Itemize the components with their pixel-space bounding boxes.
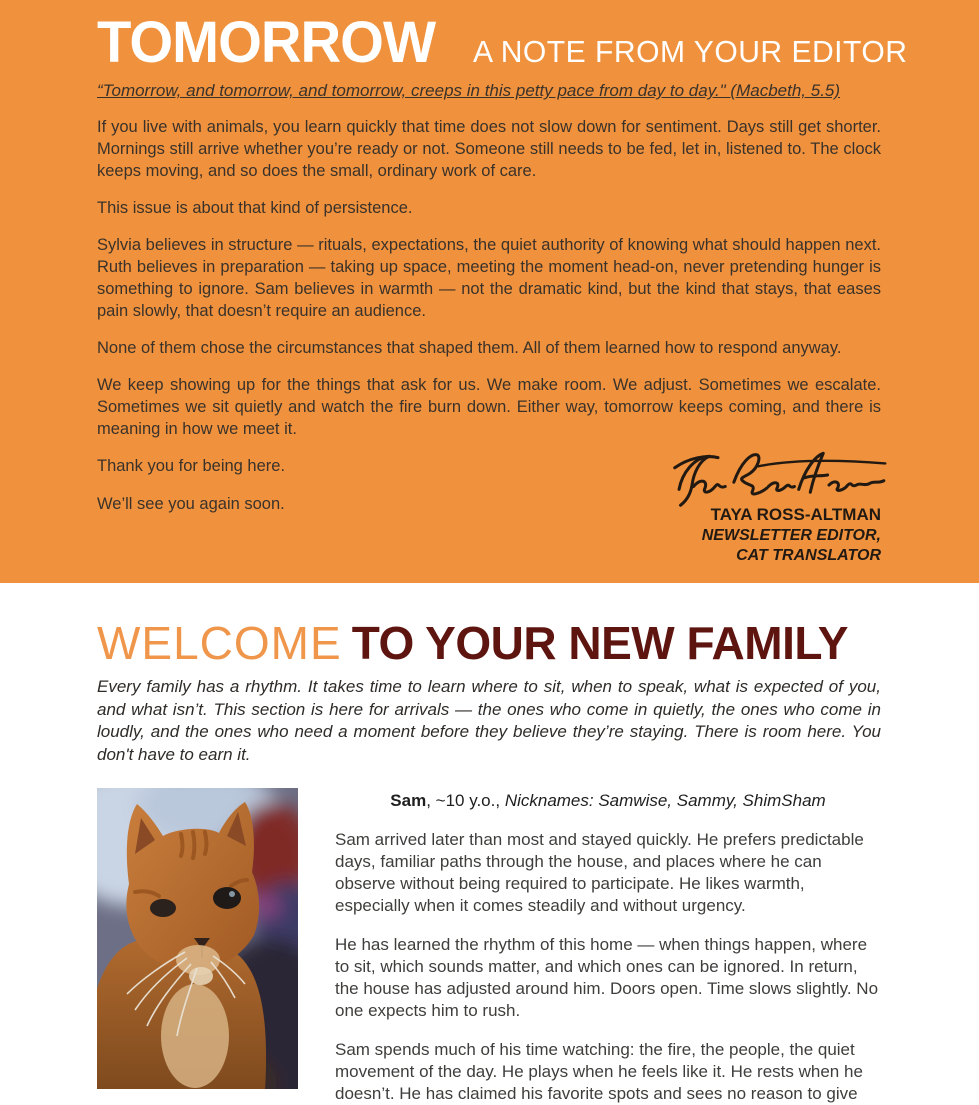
profile-sam: [97, 788, 881, 1105]
editor-paragraph-3: Sylvia believes in structure — rituals, expectations, the quiet authority of knowing what should happen next. Ruth believes in preparation — taking up space, meeting the moment head-on, never pretending hunger is something to ignore. Sam believes in warmth — not the dramatic kind, but the kind that stays, that eases pain slowly, that doesn’t require an audience.: [97, 236, 881, 321]
profile-age: , ~10 y.o.,: [426, 791, 505, 811]
profile-name: Sam: [390, 791, 427, 811]
welcome-intro: Every family has a rhythm. It takes time to learn where to sit, when to speak, what is expected of you, and what isn’t. This section is here for arrivals — the ones who come in quietly, the ones who come in loudly, and the ones who need a moment before they believe they’re staying. There is room here. You don't have to earn it.: [97, 677, 881, 764]
signature-name: TAYA ROSS-ALTMAN: [710, 505, 881, 525]
editor-paragraph-5: We keep showing up for the things that ask for us. We make room. We adjust. Sometimes we escalate. Sometimes we sit quietly and watch the fire burn down. Either way, tomorrow keeps coming, and there is meaning in how we meet it.: [97, 376, 881, 439]
closing-line-1: Thank you for being here.: [97, 457, 286, 476]
masthead: [97, 10, 907, 75]
macbeth-quote: “Tomorrow, and tomorrow, and tomorrow, creeps in this petty pace from day to day." (Macbeth, 5.5): [97, 81, 841, 101]
editor-paragraph-4: None of them chose the circumstances that shaped them. All of them learned how to respond anyway.: [97, 339, 842, 358]
welcome-title-bold: TO YOUR NEW FAMILY: [351, 617, 848, 670]
editor-paragraph-2: This issue is about that kind of persistence.: [97, 199, 413, 218]
welcome-section: [0, 583, 979, 1105]
profile-text: [335, 788, 881, 1105]
profile-nicknames: Nicknames: Samwise, Sammy, ShimSham: [504, 791, 826, 811]
closing-row: [97, 455, 881, 567]
welcome-title-light: WELCOME: [97, 617, 342, 670]
editor-paragraph-1: If you live with animals, you learn quickly that time does not slow down for sentiment. Days still get shorter. Mornings still arrive whether you’re ready or not. Someone still needs to be fed, let in, listened to. The clock keeps moving, and so does the small, ordinary work of care.: [97, 118, 881, 181]
signature-block: [671, 449, 881, 567]
cat-photo: [97, 788, 298, 1089]
signature-image: [671, 449, 889, 511]
profile-paragraph-2: He has learned the rhythm of this home — when things happen, where to sit, which sounds matter, and which ones can be ignored. In return, the house has adjusted around him. Doors open. Time slows slightly. No one expects him to rush.: [335, 935, 879, 1021]
profile-paragraph-3: Sam spends much of his time watching: the fire, the people, the quiet movement of the day. He plays when he feels like it. He rests when he doesn’t. He has claimed his favorite spots and sees no reason to give: [335, 1040, 863, 1104]
profile-paragraph-1: Sam arrived later than most and stayed quickly. He prefers predictable days, familiar paths through the house, and places where he can observe without being required to participate. He likes warmth, especially when it comes steadily and without urgency.: [335, 830, 864, 916]
signature-role-1: NEWSLETTER EDITOR,: [701, 526, 881, 544]
closing-lines: [97, 455, 285, 567]
signature-role-2: CAT TRANSLATOR: [736, 547, 881, 565]
profile-header: [335, 790, 881, 812]
cat-photo-illustration: [97, 788, 298, 1089]
newsletter-title: TOMORROW: [97, 10, 436, 75]
editor-note-subtitle: A NOTE FROM YOUR EDITOR: [472, 34, 907, 69]
closing-line-2: We’ll see you again soon.: [97, 495, 285, 514]
welcome-title: [97, 617, 881, 670]
